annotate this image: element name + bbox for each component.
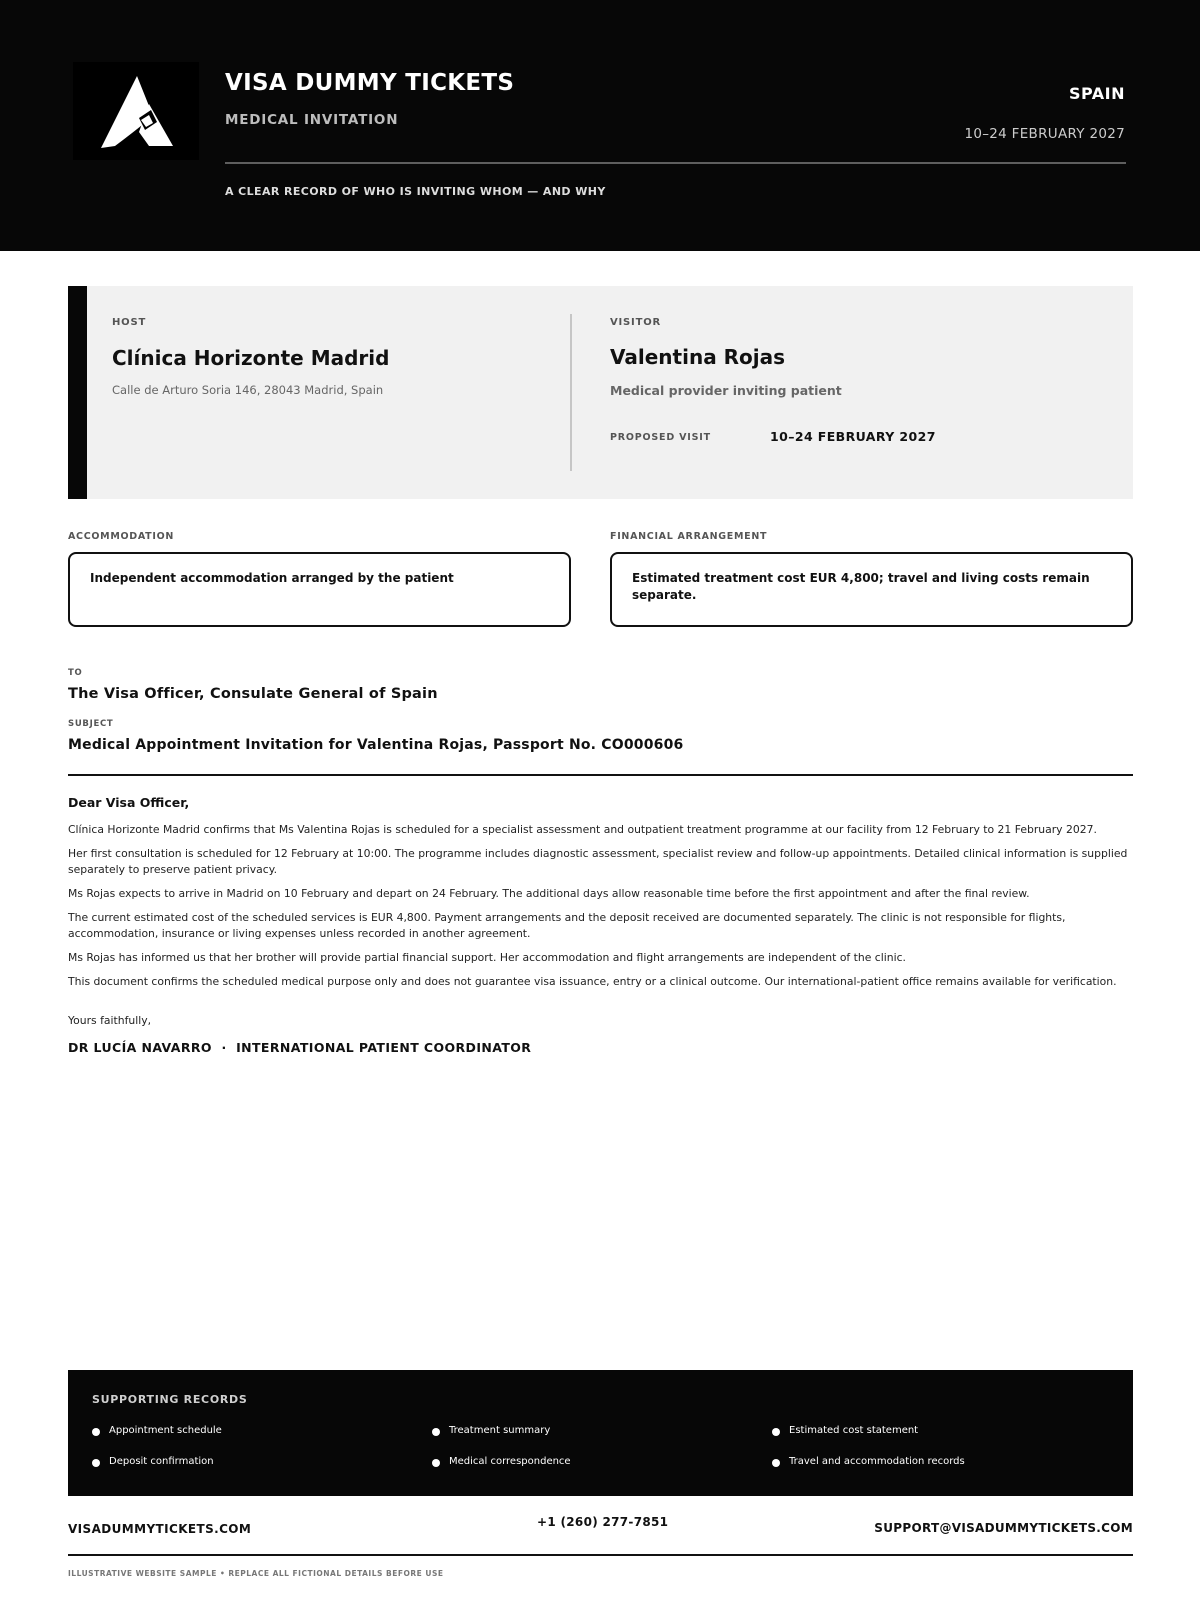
footer-disclaimer: ILLUSTRATIVE WEBSITE SAMPLE • REPLACE ALL FICTIONAL DETAILS BEFORE USE — [68, 1569, 444, 1578]
letter-salutation: Dear Visa Officer, — [68, 795, 190, 810]
footer-email: SUPPORT@VISADUMMYTICKETS.COM — [874, 1521, 1133, 1535]
logo-plane-icon — [99, 72, 175, 148]
accommodation-box — [68, 552, 571, 627]
brand-logo — [73, 62, 199, 160]
host-name: Clínica Horizonte Madrid — [112, 346, 390, 370]
subject-label: SUBJECT — [68, 719, 114, 729]
letter-signature: DR LUCÍA NAVARRO · INTERNATIONAL PATIENT COORDINATOR — [68, 1040, 532, 1055]
proposed-visit-label: PROPOSED VISIT — [610, 432, 711, 443]
visitor-role: Medical provider inviting patient — [610, 383, 842, 398]
visitor-name: Valentina Rojas — [610, 345, 786, 369]
record-item-label: Deposit confirmation — [109, 1456, 214, 1467]
supporting-records-title: SUPPORTING RECORDS — [92, 1393, 248, 1406]
bullet-icon — [772, 1428, 780, 1436]
record-item-label: Medical correspondence — [449, 1456, 571, 1467]
bullet-icon — [92, 1459, 100, 1467]
parties-divider — [570, 314, 572, 471]
financial-box — [610, 552, 1133, 627]
brand-title: VISA DUMMY TICKETS — [225, 70, 515, 96]
bullet-icon — [432, 1428, 440, 1436]
footer-divider — [68, 1554, 1133, 1556]
bullet-icon — [772, 1459, 780, 1467]
to-label: TO — [68, 668, 83, 678]
letter-body — [68, 822, 1133, 998]
accommodation-text: Independent accommodation arranged by the patient — [90, 571, 454, 585]
record-item-label: Treatment summary — [449, 1425, 551, 1436]
host-address: Calle de Arturo Soria 146, 28043 Madrid, Spain — [112, 383, 384, 397]
footer-website: VISADUMMYTICKETS.COM — [68, 1522, 252, 1536]
header-divider — [225, 162, 1126, 164]
letter-recipient: The Visa Officer, Consulate General of Spain — [68, 686, 438, 702]
header-dates: 10–24 FEBRUARY 2027 — [964, 126, 1125, 142]
letter-paragraph: Ms Rojas has informed us that her brother will provide partial financial support. Her accommodation and flight arrangements are independent of the clinic. — [68, 951, 906, 964]
header-tagline: A CLEAR RECORD OF WHO IS INVITING WHOM — AND WHY — [225, 185, 606, 198]
letter-paragraph: Clínica Horizonte Madrid confirms that Ms Valentina Rojas is scheduled for a specialist assessment and outpatient treatment programme at our facility from 12 February to 21 February 2027. — [68, 823, 1097, 836]
parties-accent-bar — [68, 286, 87, 499]
proposed-visit-dates: 10–24 FEBRUARY 2027 — [770, 429, 936, 444]
bullet-icon — [92, 1428, 100, 1436]
letter-paragraph: Ms Rojas expects to arrive in Madrid on 10 February and depart on 24 February. The additional days allow reasonable time before the first appointment and after the final review. — [68, 887, 1030, 900]
record-item-label: Appointment schedule — [109, 1425, 222, 1436]
letter-subject: Medical Appointment Invitation for Valentina Rojas, Passport No. CO000606 — [68, 737, 684, 753]
parties-card — [68, 286, 1133, 499]
letter-closing: Yours faithfully, — [68, 1014, 152, 1027]
letter-paragraph: Her first consultation is scheduled for 12 February at 10:00. The programme includes diagnostic assessment, specialist review and follow-up appointments. Detailed clinical information is supplied separately to preserve patient privacy. — [68, 847, 1128, 876]
document-type: MEDICAL INVITATION — [225, 112, 399, 128]
record-item-label: Estimated cost statement — [789, 1425, 919, 1436]
destination-country: SPAIN — [1068, 84, 1125, 103]
document-header — [0, 0, 1200, 251]
supporting-records-panel — [68, 1370, 1133, 1496]
financial-text: Estimated treatment cost EUR 4,800; travel and living costs remain separate. — [632, 571, 1090, 603]
financial-label: FINANCIAL ARRANGEMENT — [610, 531, 768, 542]
letter-paragraph: The current estimated cost of the scheduled services is EUR 4,800. Payment arrangements and the deposit received are documented separately. The clinic is not responsible for flights, accommodation, insurance or living expenses unless recorded in another agreement. — [68, 911, 1066, 940]
record-item-label: Travel and accommodation records — [789, 1456, 965, 1467]
visitor-label: VISITOR — [610, 317, 662, 328]
bullet-icon — [432, 1459, 440, 1467]
host-label: HOST — [112, 317, 147, 328]
footer-phone: +1 (260) 277-7851 — [537, 1515, 669, 1529]
letter-divider — [68, 774, 1133, 776]
letter-paragraph: This document confirms the scheduled medical purpose only and does not guarantee visa issuance, entry or a clinical outcome. Our international-patient office remains available for verification. — [68, 975, 1117, 988]
accommodation-label: ACCOMMODATION — [68, 531, 174, 542]
